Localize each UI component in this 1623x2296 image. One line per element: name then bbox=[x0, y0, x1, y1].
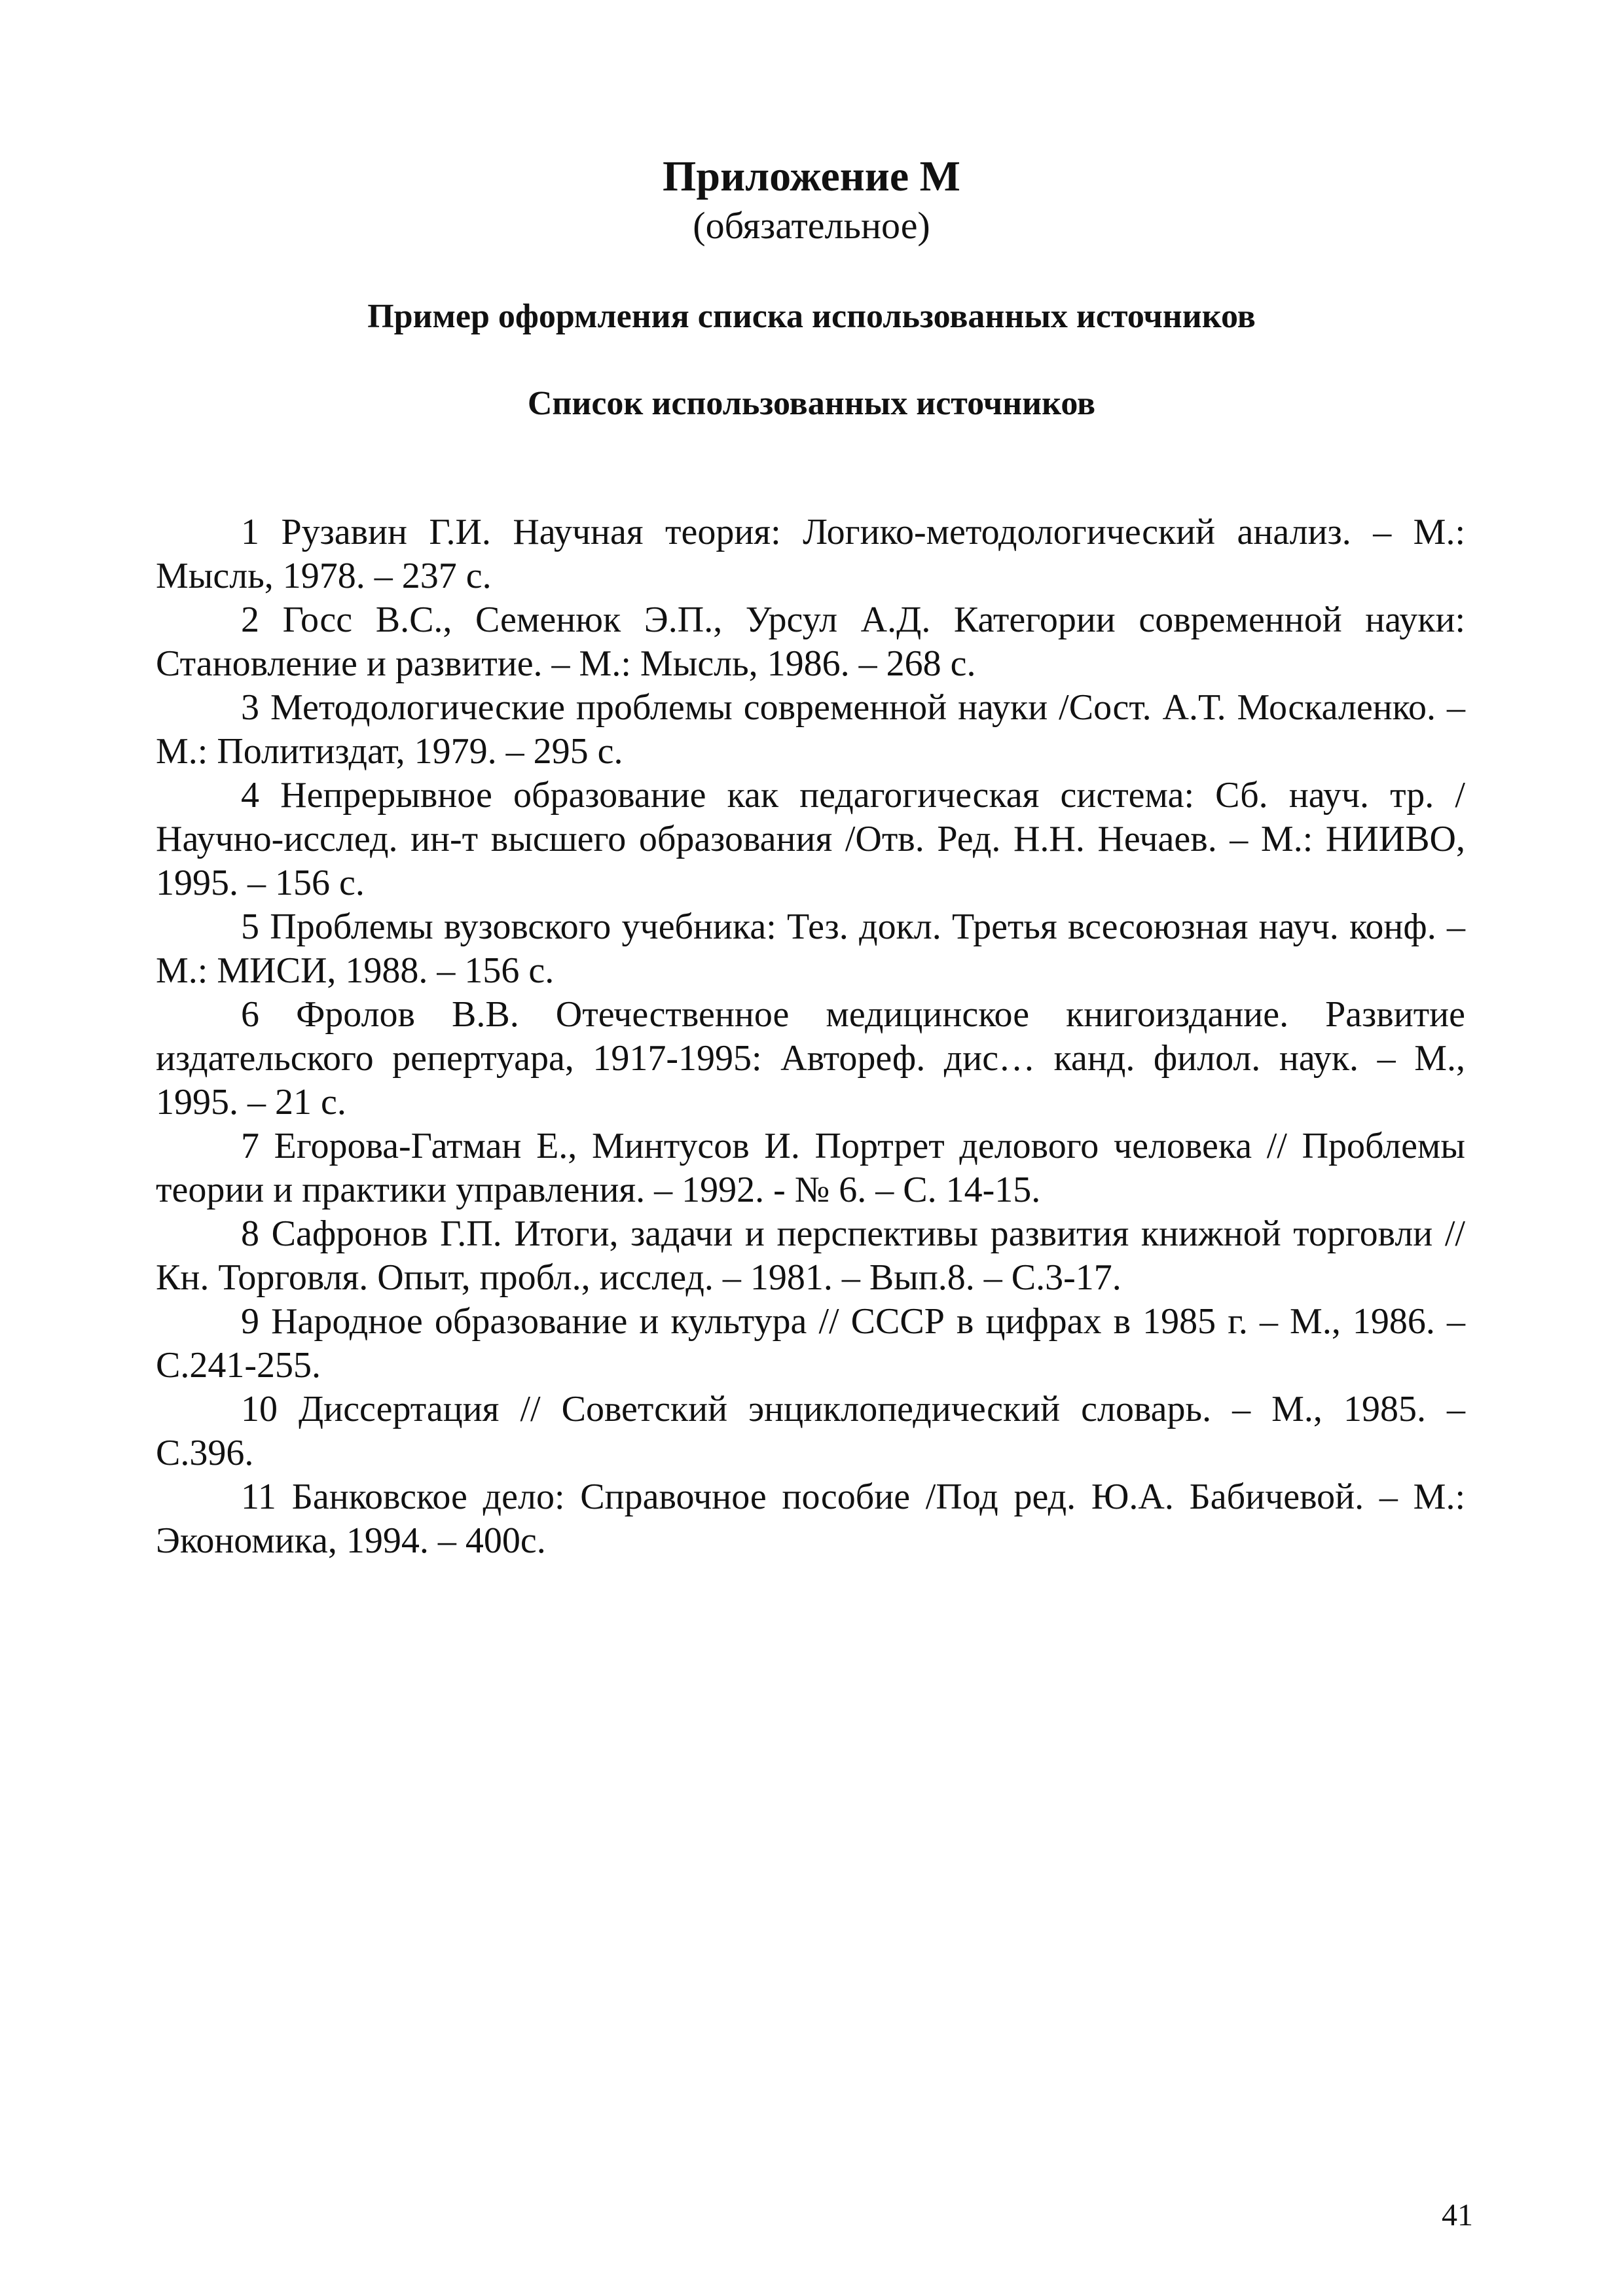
reference-item: 3 Методологические проблемы современной науки /Сост. А.Т. Москаленко. – М.: Политиздат, 1979. – 295 с. bbox=[156, 687, 1465, 772]
reference-item: 1 Рузавин Г.И. Научная теория: Логико-методологический анализ. – М.: Мысль, 1978. – 237 с. bbox=[156, 512, 1465, 596]
references-list-title: Список использованных источников bbox=[527, 385, 1096, 422]
reference-item: 7 Егорова-Гатман Е., Минтусов И. Портрет делового человека // Проблемы теории и практики управления. – 1992. - № 6. – С. 14-15. bbox=[156, 1126, 1465, 1210]
references-list bbox=[156, 511, 1465, 1563]
example-heading: Пример оформления списка использованных источников bbox=[367, 298, 1256, 335]
appendix-subtitle: (обязательное) bbox=[693, 204, 930, 247]
reference-item: 8 Сафронов Г.П. Итоги, задачи и перспективы развития книжной торговли // Кн. Торговля. Опыт, пробл., исслед. – 1981. – Вып.8. – С.3-17. bbox=[156, 1213, 1465, 1298]
reference-item: 11 Банковское дело: Справочное пособие /Под ред. Ю.А. Бабичевой. – М.: Экономика, 1994. – 400с. bbox=[156, 1477, 1465, 1561]
reference-item: 5 Проблемы вузовского учебника: Тез. докл. Третья всесоюзная науч. конф. – М.: МИСИ, 1988. – 156 с. bbox=[156, 906, 1465, 991]
reference-item: 4 Непрерывное образование как педагогическая система: Сб. науч. тр. /Научно-исслед. ин-т высшего образования /Отв. Ред. Н.Н. Нечаев. – М.: НИИВО, 1995. – 156 с. bbox=[156, 775, 1465, 903]
reference-item: 2 Госс В.С., Семенюк Э.П., Урсул А.Д. Категории современной науки: Становление и развитие. – М.: Мысль, 1986. – 268 с. bbox=[156, 600, 1465, 684]
page-number: 41 bbox=[1442, 2198, 1473, 2233]
reference-item: 6 Фролов В.В. Отечественное медицинское книгоиздание. Развитие издательского репертуара, 1917-1995: Автореф. дис… канд. филол. наук. – М., 1995. – 21 с. bbox=[156, 994, 1465, 1122]
appendix-title: Приложение М bbox=[663, 152, 960, 200]
reference-item: 9 Народное образование и культура // СССР в цифрах в 1985 г. – М., 1986. – С.241-255. bbox=[156, 1301, 1465, 1386]
reference-item: 10 Диссертация // Советский энциклопедический словарь. – М., 1985. – С.396. bbox=[156, 1389, 1465, 1473]
